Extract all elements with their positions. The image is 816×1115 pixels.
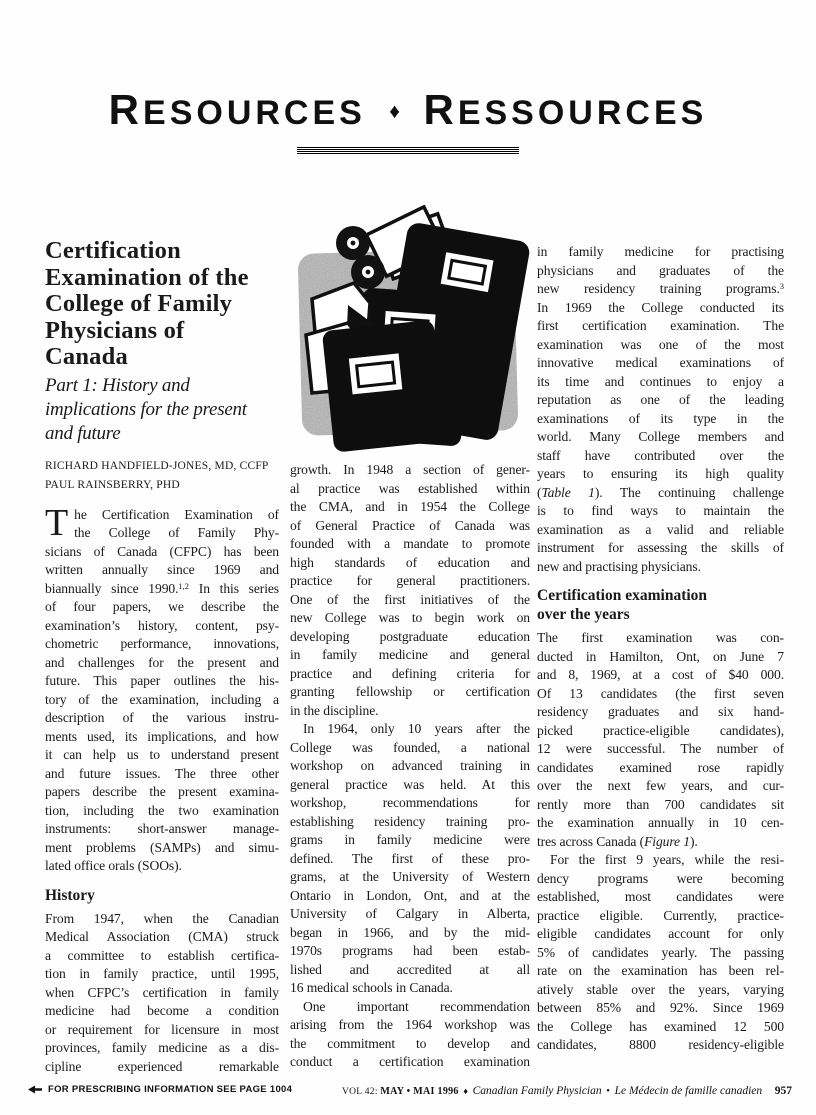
text-line: provinces, family medicine as a dis- [45, 1040, 279, 1055]
banner-word-ressources [423, 86, 708, 133]
text-line: practice and defining criteria for [290, 665, 530, 681]
text-line: description of the various instru- [45, 710, 279, 725]
section-banner [0, 86, 816, 134]
text-line: papers describe the present examina- [45, 784, 279, 799]
text-line: sicians of Canada (CFPC) has been [45, 543, 279, 559]
text-line: candidates examined rose rapidly [537, 759, 784, 775]
text-line: tion, including the two examination [45, 802, 279, 818]
text-line: developing postgraduate education [290, 628, 530, 644]
left-arrow-icon [28, 1085, 43, 1094]
text-line: lated office orals (SOOs). [45, 858, 182, 873]
prescribing-info-text: FOR PRESCRIBING INFORMATION SEE PAGE 1004 [48, 1084, 293, 1095]
text-line: eligible candidates account for only [537, 926, 784, 941]
volume-label: VOL 42: [341, 1087, 378, 1097]
text-line: over the next few years, and cur- [537, 778, 784, 793]
banner-initial: R [108, 86, 144, 133]
text-line: innovative medical examinations of [537, 355, 784, 370]
decorative-striped-rule [297, 147, 519, 154]
text-line: is to find ways to maintain the [537, 503, 784, 518]
text-line: he Certification Examination of [74, 506, 279, 522]
text-line: future. This paper outlines the his- [45, 673, 279, 688]
text-line: ducted in Hamilton, Ont, on June 7 [537, 648, 784, 664]
text-line: grams, at the University of Western [290, 869, 530, 884]
text-line: new and practising physicians. [537, 558, 701, 574]
text-line: growth. In 1948 a section of gener- [290, 462, 530, 477]
article-title [45, 238, 279, 371]
text-line: One important recommendation [303, 998, 530, 1014]
text-line: chometric performance, innovations, [45, 636, 279, 651]
article-title-line: Physicians of [45, 316, 185, 344]
text-line: a committee to establish certifica- [45, 947, 279, 963]
text-line: examination was one of the most [537, 336, 784, 352]
text-line: cipline experienced remarkable [45, 1058, 279, 1074]
text-line: 1970s programs had been estab- [290, 943, 530, 958]
paragraph [290, 998, 530, 1072]
text-line: examination as a valid and reliable [537, 521, 784, 537]
page-footer [28, 1084, 792, 1097]
article-title-line: Canada [45, 343, 128, 370]
text-line: Certification examination [537, 587, 708, 604]
text-line: candidates, 8800 residency-eligible [537, 1037, 784, 1052]
text-line: the examination annually in 10 cen- [537, 815, 784, 830]
text-line: in the discipline. [290, 702, 379, 718]
text-line: its time and continues to enjoy a [537, 373, 784, 389]
text-line: of four papers, we describe the [45, 599, 279, 614]
text-line: 5% of candidates yearly. The passing [537, 944, 784, 960]
journal-footer-line [342, 1085, 792, 1097]
text-line: University of Calgary in Alberta, [290, 906, 530, 921]
right-column-text [537, 243, 784, 1055]
text-line: reputation as one of the leading [537, 392, 784, 407]
text-line: the CMA, and in 1954 the College [290, 499, 530, 514]
text-line: rate on the examination has been rel- [537, 963, 784, 978]
text-line: From 1947, when the Canadian [45, 910, 279, 926]
text-line: when CFPC’s certification in family [45, 984, 279, 1000]
paragraph [537, 243, 784, 576]
text-line: 16 medical schools in Canada. [290, 980, 453, 995]
paragraph [537, 629, 784, 851]
right-column [537, 243, 784, 1055]
text-line: residency graduates and six hand- [537, 704, 784, 719]
text-line: tion in family practice, until 1995, [45, 966, 279, 981]
text-line: tres across Canada (Figure 1). [537, 833, 698, 849]
text-line: grams in family medicine were [290, 832, 530, 847]
article-subtitle-line: implications for the present [45, 398, 247, 420]
text-line: medicine had become a condition [45, 1003, 279, 1018]
text-line: founded with a mandate to promote [290, 536, 530, 551]
text-line: biannually since 1990.$^{1,2}$ In this series [45, 580, 279, 596]
text-line: establishing residency training pro- [290, 813, 530, 829]
text-line: rently more than 700 candidates sit [537, 796, 784, 812]
text-line: the College has examined 12 500 [537, 1018, 784, 1034]
text-line: new residency training programs.$^3$ [537, 281, 784, 296]
text-line: first certification examination. The [537, 318, 784, 333]
text-line: of General Practice of Canada was [290, 517, 530, 533]
text-line: al practice was established within [290, 480, 530, 496]
banner-word-resources [108, 86, 366, 133]
section-heading [537, 586, 784, 624]
text-line: ment problems (SAMPs) and simu- [45, 839, 279, 855]
drop-cap: T [45, 501, 69, 544]
middle-column [290, 205, 530, 1072]
diamond-icon: ♦ [463, 1086, 468, 1096]
paragraph [537, 851, 784, 1055]
text-line: high standards of education and [290, 554, 530, 570]
article-subtitle-line: and future [45, 422, 121, 444]
text-line: conduct a certification examination [290, 1054, 530, 1069]
text-line: instrument for assessing the skills of [537, 540, 784, 555]
article-title-line: College of Family [45, 290, 233, 317]
journal-name-french: Le Médecin de famille canadien [614, 1085, 763, 1097]
text-line: and challenges for the present and [45, 654, 279, 670]
text-line: practice eligible. Currently, practice- [537, 907, 784, 923]
text-line: examination’s history, content, psy- [45, 617, 279, 633]
article-title-line: Certification [45, 237, 181, 264]
text-line: workshop on advanced training in [290, 758, 530, 773]
text-line: In 1964, only 10 years after the [303, 721, 530, 736]
banner-initial: R [423, 86, 458, 133]
text-line: world. Many College members and [537, 429, 784, 444]
paragraph [290, 720, 530, 998]
left-column [45, 238, 279, 1076]
text-line: years to ensuring its high quality [537, 466, 784, 481]
text-line: (Table 1). The continuing challenge [537, 484, 784, 500]
text-line: general practice was held. At this [290, 776, 530, 792]
text-line: practice for general practitioners. [290, 573, 530, 588]
text-line: Of 13 candidates (the first seven [537, 685, 784, 701]
text-line: arising from the 1964 workshop was [290, 1017, 530, 1032]
journal-name-english: Canadian Family Physician [472, 1085, 602, 1097]
text-line: workshop, recommendations for [290, 795, 530, 810]
text-line: the College of Family Phy- [74, 525, 279, 540]
text-line: picked practice-eligible candidates), [537, 722, 784, 738]
text-line: tory of the examination, including a [45, 691, 279, 707]
diamond-icon: ♦ [389, 100, 401, 123]
author-name: PAUL RAINSBERRY, PHD [45, 479, 180, 491]
text-line: One of the first initiatives of the [290, 591, 530, 607]
text-line: College was founded, a national [290, 739, 530, 755]
banner-word-rest: ESOURCES [143, 94, 366, 132]
text-line: the commitment to develop and [290, 1035, 530, 1051]
middle-column-text [290, 461, 530, 1072]
text-line: written annually since 1969 and [45, 562, 279, 577]
text-line: or requirement for licensure in most [45, 1021, 279, 1037]
text-line: In 1969 the College conducted its [537, 299, 784, 315]
text-line: History [45, 886, 95, 904]
text-line: examinations of its type in the [537, 410, 784, 426]
text-line: physicians and graduates of the [537, 262, 784, 278]
text-line: dency programs were becoming [537, 870, 784, 886]
text-line: 12 were successful. The number of [537, 741, 784, 756]
text-line: atively stable over the years, varying [537, 981, 784, 997]
article-title-line: Examination of the [45, 263, 249, 291]
left-column-text [45, 501, 279, 1077]
text-line: granting fellowship or certification [290, 684, 530, 699]
text-line: new College was to begin work on [290, 610, 530, 625]
banner-word-rest: ESSOURCES [457, 94, 708, 132]
text-line: began in 1966, and by the mid- [290, 924, 530, 940]
article-subtitle [45, 374, 279, 446]
text-line: it can help us to understand present [45, 747, 279, 762]
paragraph [45, 501, 279, 876]
text-line: staff have contributed over the [537, 447, 784, 463]
bullet-separator: • [606, 1086, 610, 1097]
byline [45, 457, 279, 496]
text-line: established, most candidates were [537, 889, 784, 904]
page-number: 957 [774, 1085, 792, 1097]
issue-date: MAY • MAI 1996 [380, 1086, 459, 1097]
text-line: Medical Association (CMA) struck [45, 929, 279, 944]
text-line: For the first 9 years, while the resi- [550, 852, 784, 867]
text-line: over the years [537, 606, 630, 623]
text-line: in family medicine for practising [537, 244, 784, 259]
article-subtitle-line: Part 1: History and [45, 374, 190, 396]
text-line: instruments: short-answer manage- [45, 821, 279, 836]
text-line: defined. The first of these pro- [290, 850, 530, 866]
text-line: lished and accredited at all [290, 961, 530, 977]
text-line: and 8, 1969, at a cost of $40 000. [537, 667, 784, 682]
text-line: between 85% and 92%. Since 1969 [537, 1000, 784, 1015]
paragraph [290, 461, 530, 720]
prescribing-info-note [28, 1084, 292, 1095]
text-line: in family medicine and general [290, 647, 530, 662]
text-line: Ontario in London, Ont, and at the [290, 887, 530, 903]
illustration-filing-drawers [290, 205, 530, 453]
text-line: and future issues. The three other [45, 765, 279, 781]
paragraph [45, 910, 279, 1077]
text-line: The first examination was con- [537, 630, 784, 645]
text-line: ments used, its implications, and how [45, 728, 279, 744]
section-heading [45, 886, 279, 905]
author-name: RICHARD HANDFIELD-JONES, MD, CCFP [45, 459, 269, 472]
